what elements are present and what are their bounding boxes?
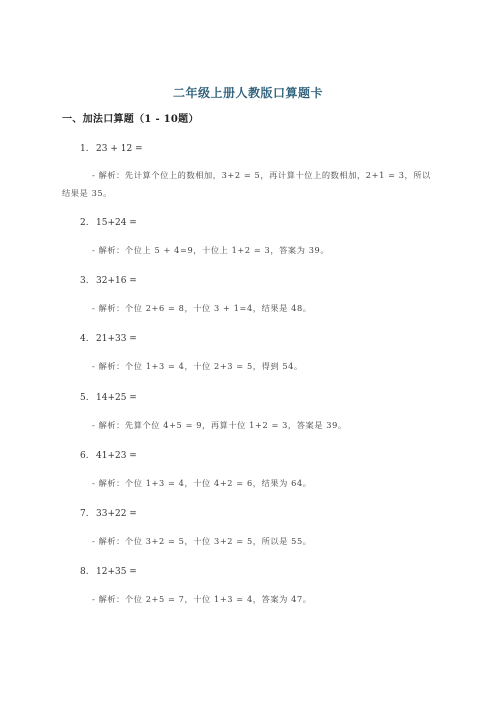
section-heading: 一、加法口算题（1 - 10题） [62, 114, 199, 125]
problem-1 [80, 144, 143, 154]
problem-number: 4. [80, 334, 89, 344]
problem-2 [80, 218, 137, 228]
problem-expression: 15+24 = [96, 218, 137, 228]
problem-number: 6. [80, 451, 89, 461]
problem-8-analysis: - 解析：个位 2+5 = 7，十位 1+3 = 4，答案为 47。 [92, 594, 312, 604]
problem-number: 3. [80, 276, 89, 286]
problem-1-analysis: - 解析：先计算个位上的数相加，3+2 = 5，再计算十位上的数相加，2+1 = 3，所以结果是 35。 [62, 170, 431, 198]
problem-number: 1. [80, 144, 89, 154]
problem-expression: 21+33 = [96, 334, 137, 344]
problem-5-analysis: - 解析：先算个位 4+5 = 9，再算十位 1+2 = 3，答案是 39。 [92, 420, 347, 430]
problem-expression: 41+23 = [96, 451, 137, 461]
problem-number: 2. [80, 218, 89, 228]
page-title: 二年级上册人教版口算题卡 [172, 86, 323, 100]
problem-expression: 32+16 = [96, 276, 137, 286]
problem-3-analysis: - 解析：个位 2+6 = 8，十位 3 + 1=4，结果是 48。 [92, 303, 312, 313]
problem-expression: 12+35 = [96, 567, 137, 577]
problem-4 [80, 334, 137, 344]
problem-7 [80, 509, 137, 519]
problem-number: 8. [80, 567, 89, 577]
problem-number: 7. [80, 509, 89, 519]
problem-3 [80, 276, 137, 286]
problem-8 [80, 567, 137, 577]
problem-expression: 14+25 = [96, 393, 137, 403]
problem-number: 5. [80, 393, 89, 403]
problem-4-analysis: - 解析：个位 1+3 = 4，十位 2+3 = 5，得到 54。 [92, 361, 303, 371]
problem-expression: 23 + 12 = [96, 144, 143, 154]
problem-6-analysis: - 解析：个位 1+3 = 4，十位 4+2 = 6，结果为 64。 [92, 478, 312, 488]
problem-5 [80, 393, 137, 403]
problem-expression: 33+22 = [96, 509, 137, 519]
problem-2-analysis: - 解析：个位上 5 + 4=9，十位上 1+2 = 3，答案为 39。 [92, 245, 330, 255]
problem-7-analysis: - 解析：个位 3+2 = 5，十位 3+2 = 5，所以是 55。 [92, 536, 312, 546]
problem-6 [80, 451, 137, 461]
